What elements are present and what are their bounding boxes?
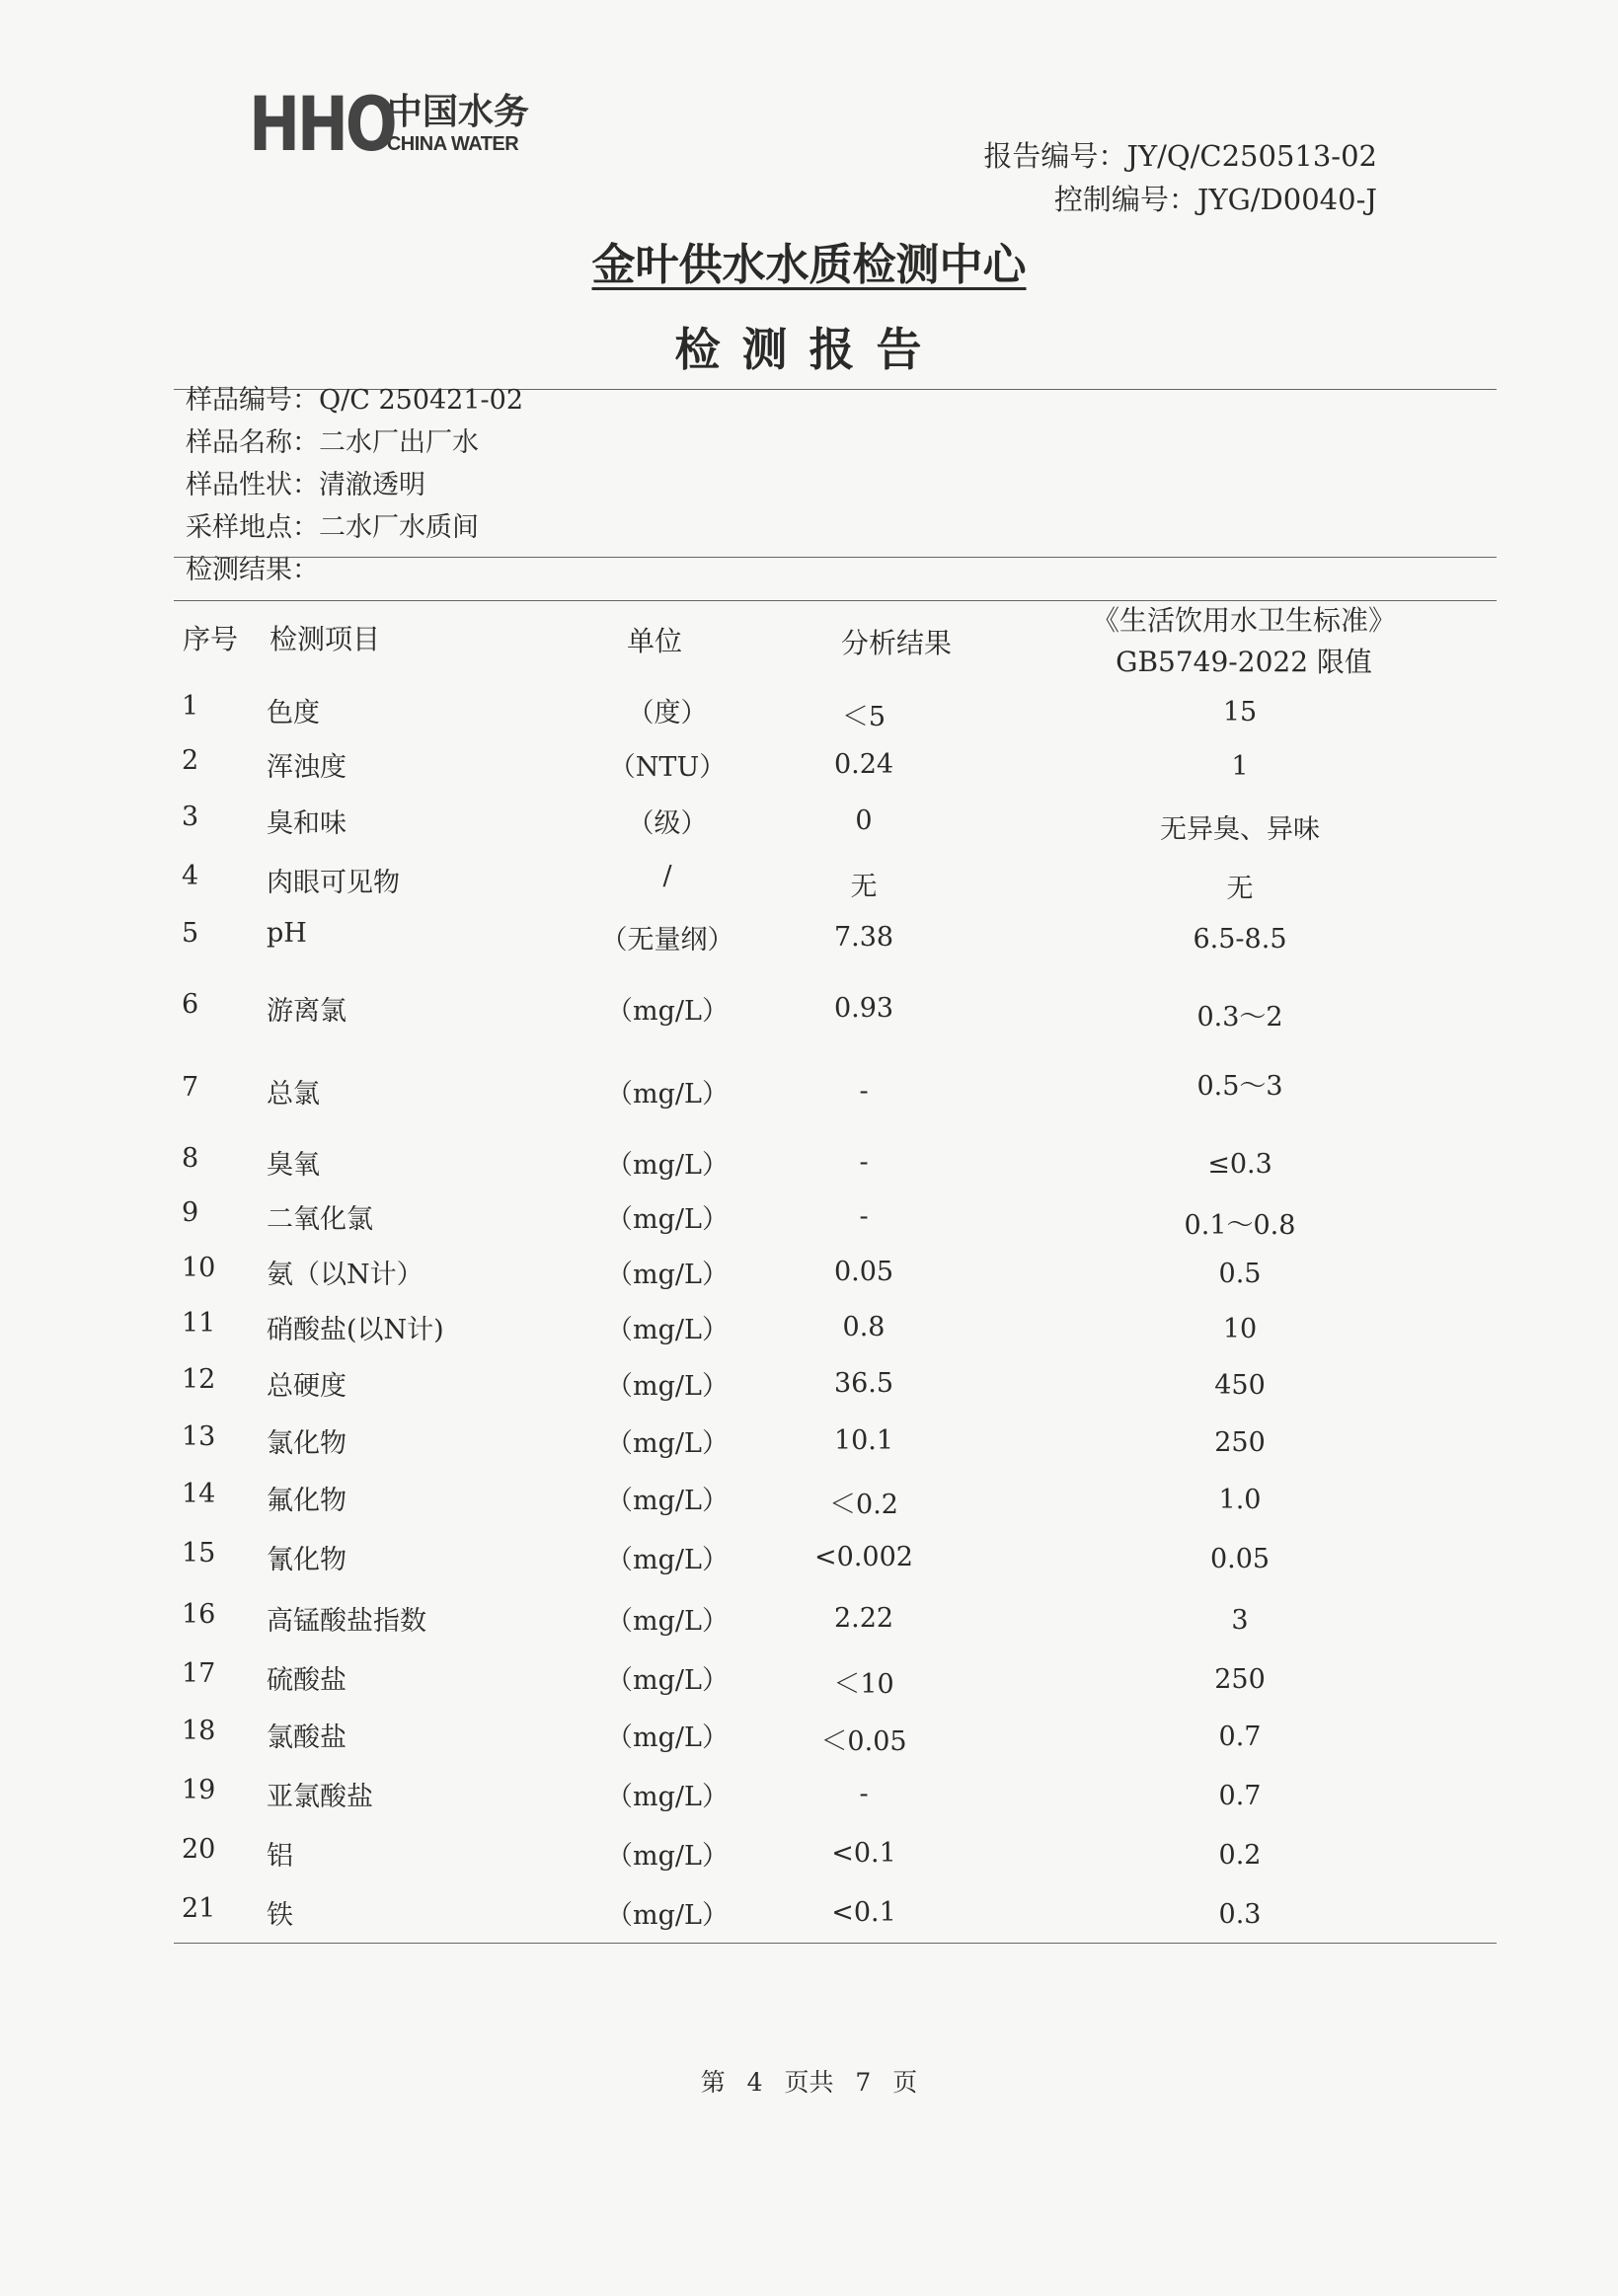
row-result: <0.002	[814, 1542, 913, 1572]
row-limit: 无	[1226, 874, 1254, 904]
sample-appearance: 样品性状：清澈透明	[186, 470, 425, 500]
row-item: 铁	[267, 1900, 293, 1931]
row-unit: （mg/L）	[606, 996, 729, 1027]
header-standard	[1092, 600, 1396, 683]
sample-name: 样品名称：二水厂出厂水	[186, 427, 479, 458]
header-unit: 单位	[626, 625, 683, 657]
row-result: 0.93	[833, 993, 894, 1024]
organization-title	[0, 229, 1618, 292]
row-number: 1	[182, 691, 199, 722]
row-item: 总硬度	[267, 1371, 347, 1402]
sampling-location: 采样地点：二水厂水质间	[186, 512, 479, 543]
row-result: 2.22	[833, 1603, 894, 1634]
row-limit: 6.5-8.5	[1193, 924, 1287, 955]
row-number: 2	[182, 745, 199, 776]
row-unit: （mg/L）	[606, 1150, 729, 1181]
row-item: 臭和味	[267, 808, 347, 839]
row-result: -	[859, 1201, 869, 1232]
row-limit: 无异臭、异味	[1160, 814, 1320, 845]
row-number: 11	[182, 1308, 216, 1339]
sample-info	[186, 379, 523, 591]
row-limit: ≤0.3	[1207, 1149, 1272, 1180]
row-unit: （mg/L）	[606, 1204, 729, 1235]
row-unit: （mg/L）	[606, 1428, 729, 1459]
row-item: 氯酸盐	[267, 1722, 347, 1753]
row-unit: （mg/L）	[606, 1260, 729, 1290]
header-standard-line1: 《生活饮用水卫生标准》	[1091, 604, 1397, 637]
row-result: <0.1	[831, 1897, 896, 1928]
row-limit: 0.1～0.8	[1184, 1210, 1296, 1241]
row-item: 亚氯酸盐	[267, 1782, 373, 1812]
row-item: 色度	[267, 698, 320, 728]
row-number: 14	[182, 1479, 216, 1509]
row-limit: 0.05	[1209, 1544, 1271, 1574]
logo-cn: 中国水务	[386, 92, 529, 132]
row-result: 0.24	[833, 749, 894, 780]
row-number: 21	[182, 1893, 216, 1924]
row-unit: （度）	[627, 698, 708, 728]
row-unit: （mg/L）	[606, 1722, 729, 1753]
row-limit: 450	[1214, 1370, 1266, 1401]
logo-en: CHINA WATER	[386, 133, 519, 155]
row-unit: （无量纲）	[600, 925, 734, 956]
row-item: 游离氯	[267, 996, 347, 1027]
row-limit: 250	[1214, 1664, 1266, 1695]
row-unit: （mg/L）	[606, 1486, 729, 1516]
divider-bottom	[174, 1943, 1497, 1944]
row-result: 10.1	[833, 1425, 894, 1456]
row-unit: （mg/L）	[606, 1900, 729, 1931]
header-no: 序号	[183, 623, 239, 655]
row-unit: （级）	[627, 808, 708, 839]
row-unit: （mg/L）	[606, 1606, 729, 1637]
row-result: -	[859, 1076, 869, 1107]
row-item: 氰化物	[267, 1545, 347, 1575]
row-number: 10	[182, 1253, 216, 1283]
row-unit: （mg/L）	[606, 1545, 729, 1575]
row-result: -	[859, 1147, 869, 1178]
row-number: 5	[182, 918, 199, 949]
row-limit: 1	[1231, 751, 1249, 782]
row-item: 氟化物	[267, 1486, 347, 1516]
row-item: 浑浊度	[267, 752, 347, 783]
row-item: pH	[267, 918, 307, 949]
row-result: <0.1	[831, 1838, 896, 1869]
row-result: 36.5	[833, 1368, 894, 1399]
row-limit: 0.7	[1218, 1722, 1262, 1752]
header-item: 检测项目	[270, 623, 381, 655]
logo-text	[386, 92, 529, 155]
row-item: 氨（以N计）	[267, 1260, 424, 1290]
sample-number: 样品编号：Q/C 250421-02	[186, 385, 524, 416]
row-number: 3	[182, 802, 199, 832]
row-result: 0.8	[842, 1312, 886, 1342]
header-standard-line2: GB5749-2022 限值	[1116, 646, 1372, 678]
row-limit: 0.5～3	[1196, 1071, 1283, 1102]
row-unit: （mg/L）	[606, 1079, 729, 1110]
report-number: 报告编号：JY/Q/C250513-02	[983, 139, 1377, 173]
row-limit: 15	[1222, 697, 1258, 727]
row-limit: 3	[1231, 1605, 1249, 1636]
row-item: 氯化物	[267, 1428, 347, 1459]
report-codes	[983, 134, 1377, 221]
row-limit: 0.3	[1218, 1899, 1262, 1930]
row-result: 7.38	[833, 922, 894, 953]
row-result: 0.05	[833, 1257, 894, 1287]
row-unit: （mg/L）	[606, 1841, 729, 1872]
row-result: ＜0.2	[829, 1490, 898, 1520]
row-number: 6	[182, 989, 199, 1020]
row-number: 17	[182, 1658, 216, 1689]
row-number: 19	[182, 1775, 216, 1805]
row-item: 硝酸盐(以N计)	[267, 1315, 444, 1345]
row-item: 臭氧	[267, 1150, 320, 1181]
row-number: 15	[182, 1538, 216, 1569]
row-item: 肉眼可见物	[267, 868, 400, 898]
row-unit: /	[662, 861, 672, 891]
row-unit: （mg/L）	[606, 1782, 729, 1812]
row-unit: （mg/L）	[606, 1665, 729, 1696]
row-limit: 0.7	[1218, 1781, 1262, 1811]
control-number: 控制编号：JYG/D0040-J	[1053, 183, 1377, 216]
row-number: 16	[182, 1599, 216, 1630]
row-result: -	[859, 1779, 869, 1809]
results-label: 检测结果：	[186, 555, 319, 585]
header-result: 分析结果	[840, 627, 953, 659]
row-unit: （mg/L）	[606, 1371, 729, 1402]
row-result: 无	[850, 872, 878, 902]
row-limit: 250	[1214, 1427, 1266, 1458]
row-item: 高锰酸盐指数	[267, 1606, 426, 1637]
row-limit: 10	[1222, 1314, 1258, 1344]
row-item: 二氧化氯	[267, 1204, 373, 1235]
divider-info	[174, 557, 1497, 558]
row-item: 铝	[267, 1841, 293, 1872]
row-number: 20	[182, 1834, 216, 1865]
organization-title-text: 金叶供水水质检测中心	[591, 240, 1027, 290]
row-number: 7	[182, 1072, 199, 1103]
row-number: 4	[182, 861, 199, 891]
logo-mark: HHO	[249, 80, 395, 168]
row-result: ＜0.05	[820, 1726, 907, 1757]
row-item: 总氯	[267, 1079, 320, 1110]
row-unit: （NTU）	[608, 752, 727, 783]
row-limit: 0.3～2	[1196, 1002, 1283, 1033]
row-limit: 0.2	[1218, 1840, 1262, 1871]
row-unit: （mg/L）	[606, 1315, 729, 1345]
row-number: 13	[182, 1421, 216, 1452]
row-item: 硫酸盐	[267, 1665, 347, 1696]
company-logo	[249, 80, 529, 168]
row-number: 18	[182, 1716, 216, 1746]
row-number: 9	[182, 1197, 199, 1228]
row-number: 8	[182, 1143, 199, 1174]
page-footer: 第 4 页共 7 页	[700, 2068, 918, 2097]
row-limit: 1.0	[1218, 1485, 1262, 1515]
row-result: ＜5	[841, 702, 886, 732]
row-number: 12	[182, 1364, 216, 1395]
row-result: 0	[855, 805, 873, 836]
row-limit: 0.5	[1218, 1259, 1262, 1289]
document-title: 检测报告	[674, 323, 944, 376]
row-result: ＜10	[833, 1669, 894, 1700]
